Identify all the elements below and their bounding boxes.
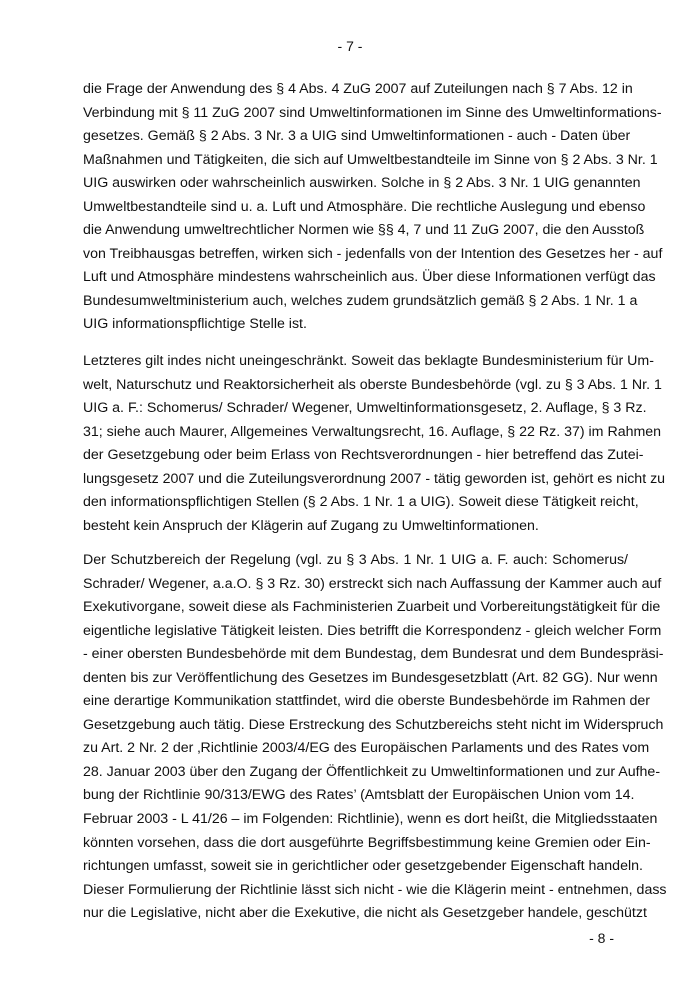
text-line: die Frage der Anwendung des § 4 Abs. 4 ZuG 2007 auf Zuteilungen nach § 7 Abs. 12 in (83, 81, 633, 97)
text-line: UIG a. F.: Schomerus/ Schrader/ Wegener, Umweltinformationsgesetz, 2. Auflage, § 3 Rz. (83, 400, 647, 417)
text-line: Bundesumweltministerium auch, welches zudem grundsätzlich gemäß § 2 Abs. 1 Nr. 1 a (83, 292, 638, 309)
text-line: von Treibhausgas betreffen, wirken sich - jedenfalls von der Intention des Gesetzes her - auf (83, 245, 663, 262)
text-line-last: besteht kein Anspruch der Klägerin auf Zugang zu Umweltinformationen. (83, 517, 539, 534)
text-line: UIG auswirken oder wahrscheinlich auswirken. Solche in § 2 Abs. 3 Nr. 1 UIG genannten (83, 175, 641, 192)
text-line: der Gesetzgebung oder beim Erlass von Rechtsverordnungen - hier betreffend das Zutei- (83, 447, 644, 464)
text-line: denten bis zur Veröffentlichung des Gesetzes im Bundesgesetzblatt (Art. 82 GG). Nur wenn (83, 669, 658, 686)
text-line: richtungen umfasst, soweit sie in gerichtlicher oder gesetzgebender Eigenschaft handeln. (83, 858, 643, 875)
text-line-last: UIG informationspflichtige Stelle ist. (83, 316, 307, 333)
text-line: Der Schutzbereich der Regelung (vgl. zu § 3 Abs. 1 Nr. 1 UIG a. F. auch: Schomerus/ (83, 552, 628, 568)
text-line: Letzteres gilt indes nicht uneingeschränkt. Soweit das beklagte Bundesministerium für Um- (83, 353, 654, 369)
paragraph-2 (83, 350, 666, 538)
text-line: Februar 2003 - L 41/26 – im Folgenden: Richtlinie), wenn es dort heißt, die Mitgliedsstaaten (83, 811, 658, 828)
text-line: die Anwendung umweltrechtlicher Normen wie §§ 4, 7 und 11 ZuG 2007, die den Ausstoß (83, 222, 645, 239)
text-line: Gesetzgebung auch tätig. Diese Erstreckung des Schutzbereichs steht nicht im Widerspruch (83, 716, 664, 733)
text-line: Luft und Atmosphäre mindestens wahrscheinlich aus. Über diese Informationen verfügt das (83, 269, 656, 286)
text-line: nur die Legislative, nicht aber die Exekutive, die nicht als Gesetzgeber handele, geschützt (83, 905, 647, 922)
page-number-bottom: - 8 - (589, 930, 614, 946)
text-line: lungsgesetz 2007 und die Zuteilungsverordnung 2007 - tätig geworden ist, gehört es nicht zu (83, 470, 666, 487)
page-number-top: - 7 - (337, 38, 363, 54)
text-line: Verbindung mit § 11 ZuG 2007 sind Umweltinformationen im Sinne des Umweltinformations- (83, 104, 662, 121)
text-line: Maßnahmen und Tätigkeiten, die sich auf Umweltbestandteile im Sinne von § 2 Abs. 3 Nr. 1 (83, 151, 658, 168)
text-line: zu Art. 2 Nr. 2 der ‚Richtlinie 2003/4/EG des Europäischen Parlaments und des Rates vom (83, 740, 650, 757)
paragraph-3 (83, 549, 667, 926)
text-line: - einer obersten Bundesbehörde mit dem Bundestag, dem Bundesrat und dem Bundespräsi- (83, 646, 664, 663)
text-line: könnten vorsehen, dass die dort ausgeführte Begriffsbestimmung keine Gremien oder Ein- (83, 834, 651, 851)
text-line: Umweltbestandteile sind u. a. Luft und Atmosphäre. Die rechtliche Auslegung und ebenso (83, 198, 646, 215)
text-line: welt, Naturschutz und Reaktorsicherheit als oberste Bundesbehörde (vgl. zu § 3 Abs. 1 Nr. 1 (83, 376, 662, 393)
text-line: eine derartige Kommunikation stattfindet, wird die oberste Bundesbehörde im Rahmen der (83, 693, 651, 710)
text-line: bung der Richtlinie 90/313/EWG des Rates’ (Amtsblatt der Europäischen Union vom 14. (83, 787, 635, 804)
text-line: Schrader/ Wegener, a.a.O. § 3 Rz. 30) erstreckt sich nach Auffassung der Kammer auch auf (83, 575, 662, 592)
text-line: eigentliche legislative Tätigkeit leisten. Dies betrifft die Korrespondenz - gleich welcher Form (83, 622, 662, 639)
text-line: Exekutivorgane, soweit diese als Fachministerien Zuarbeit und Vorbereitungstätigkeit für die (83, 599, 661, 616)
text-line: den informationspflichtigen Stellen (§ 2 Abs. 1 Nr. 1 a UIG). Soweit diese Tätigkeit reicht, (83, 494, 639, 511)
text-line: 28. Januar 2003 über den Zugang der Öffentlichkeit zu Umweltinformationen und zur Aufhe- (83, 763, 661, 780)
text-line: Dieser Formulierung der Richtlinie lässt sich nicht - wie die Klägerin meint - entnehmen, dass (83, 881, 667, 898)
paragraph-1 (83, 78, 663, 337)
text-line: 31; siehe auch Maurer, Allgemeines Verwaltungsrecht, 16. Auflage, § 22 Rz. 37) im Rahmen (83, 423, 662, 440)
text-line: gesetzes. Gemäß § 2 Abs. 3 Nr. 3 a UIG sind Umweltinformationen - auch - Daten über (83, 128, 631, 145)
